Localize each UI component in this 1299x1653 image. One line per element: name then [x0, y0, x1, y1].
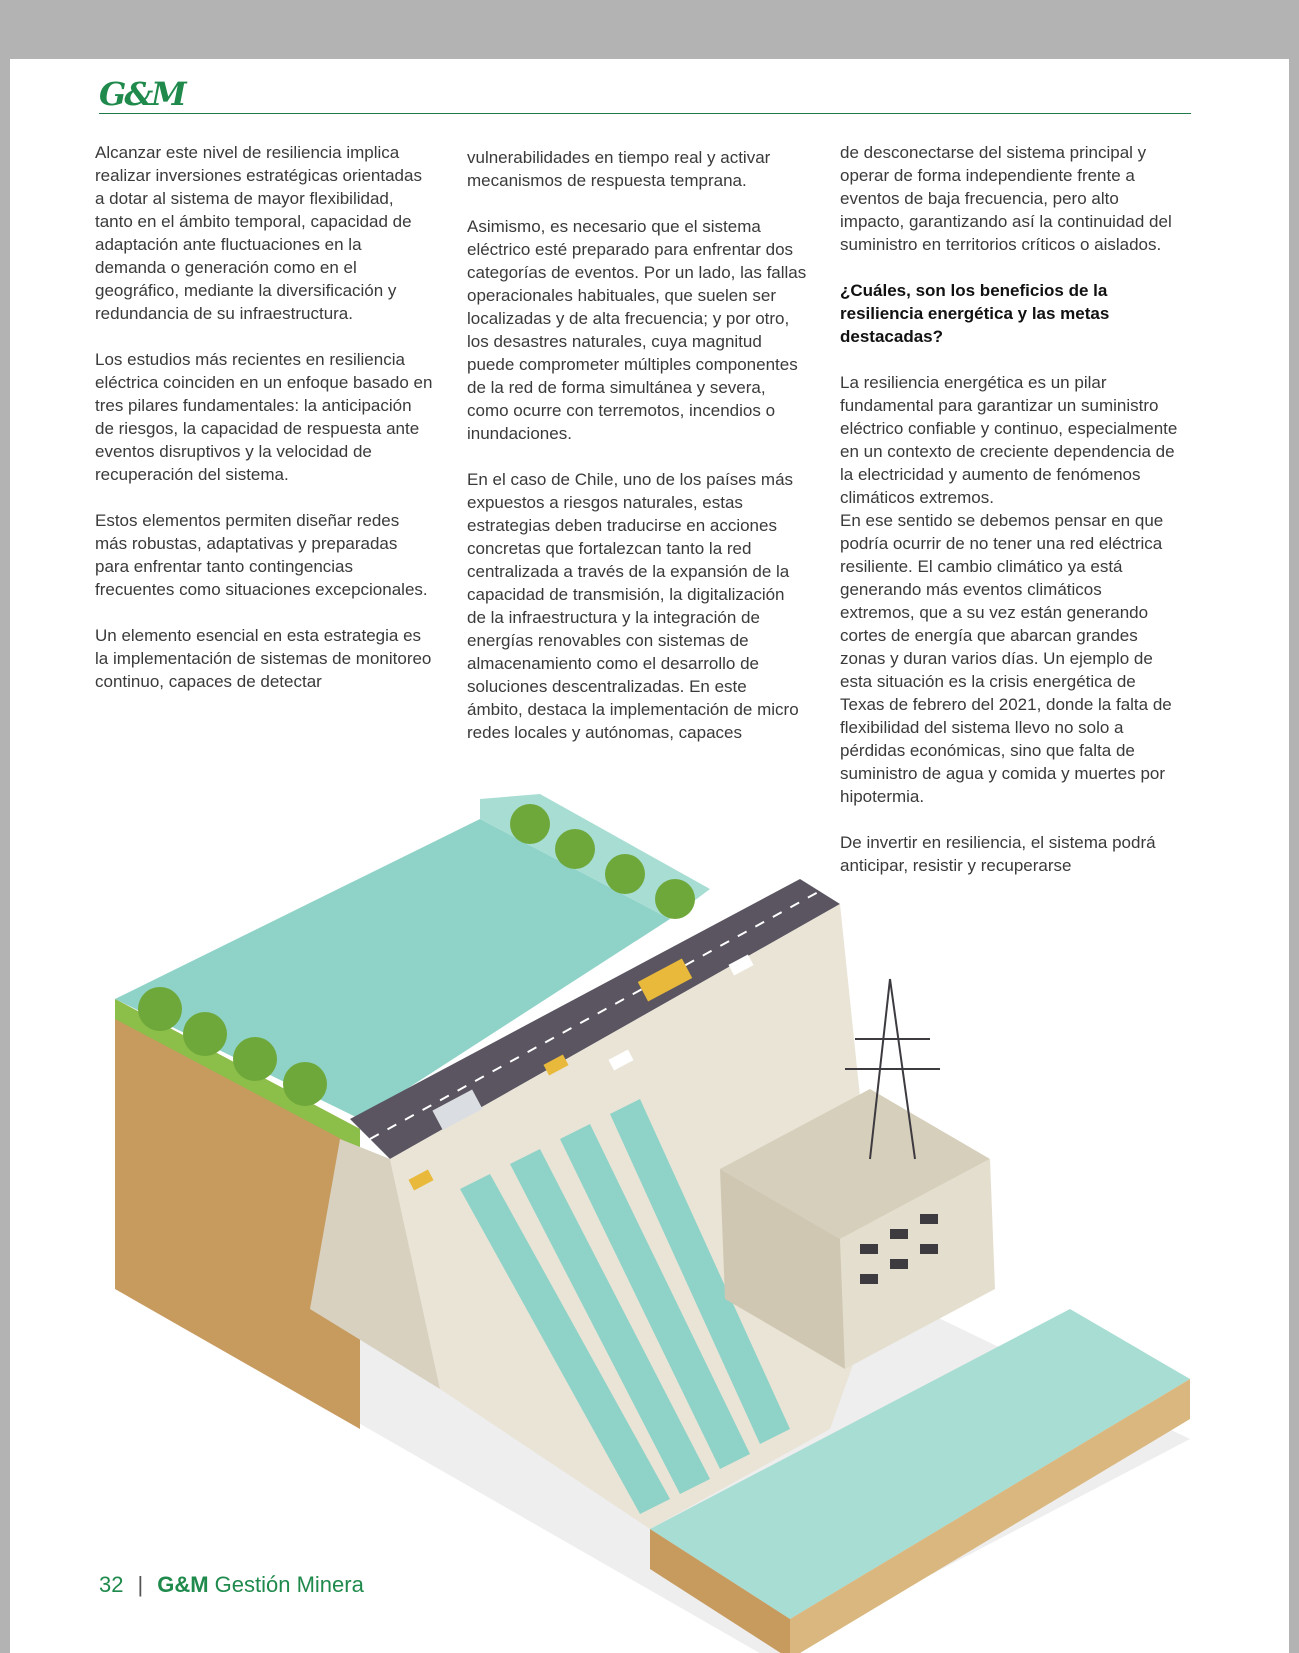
paragraph: Los estudios más recientes en resiliencia eléctrica coinciden en un enfoque basado en tres pilares fundamentales: la anticipación de riesgos, la capacidad de respuesta ante eventos disruptivos y la velocidad de recuperación del sistema.: [95, 350, 433, 484]
paragraph: Un elemento esencial en esta estrategia es la implementación de sistemas de monitoreo continuo, capaces de detectar: [95, 626, 432, 691]
paragraph: Alcanzar este nivel de resiliencia implica realizar inversiones estratégicas orientadas a dotar al sistema de mayor flexibilidad, tanto en el ámbito temporal, capacidad de adaptación ante fluctuaciones en la demanda o generación como en el geográfico, mediante la diversificación y redundancia de su infraestructura.: [95, 143, 422, 323]
paragraph: La resiliencia energética es un pilar fundamental para garantizar un suministro eléctrico confiable y continuo, especialmente en un contexto de creciente dependencia de la electricidad y aumento de fenómenos climáticos extremos.: [840, 373, 1178, 507]
paragraph: De invertir en resiliencia, el sistema podrá anticipar, resistir y recuperarse: [840, 833, 1156, 875]
footer-brand: G&M: [157, 1572, 209, 1597]
paragraph: Estos elementos permiten diseñar redes más robustas, adaptativas y preparadas para enfrentar tanto contingencias frecuentes como situaciones excepcionales.: [95, 511, 428, 599]
publication-name: Gestión Minera: [214, 1572, 364, 1597]
text-column-3: [840, 141, 1180, 900]
text-column-2: [467, 146, 807, 767]
text-column-1: [95, 141, 435, 716]
page-footer: [99, 1572, 364, 1598]
paragraph: Asimismo, es necesario que el sistema eléctrico esté preparado para enfrentar dos categorías de eventos. Por un lado, las fallas operacionales habituales, que suelen ser localizadas y de alta frecuencia; y por otro, los desastres naturales, cuya magnitud puede comprometer múltiples componentes de la red de forma simultánea y severa, como ocurre con terremotos, incendios o inundaciones.: [467, 217, 807, 443]
paragraph: En ese sentido se debemos pensar en que podría ocurrir de no tener una red eléctrica resiliente. El cambio climático ya está generando más eventos climáticos extremos, que a su vez están generando cortes de energía que abarcan grandes zonas y duran varios días. Un ejemplo de esta situación es la crisis energética de Texas de febrero del 2021, donde la falta de flexibilidad del sistema llevo no solo a pérdidas económicas, sino que falta de suministro de agua y comida y muertes por hipotermia.: [840, 511, 1172, 806]
section-heading: ¿Cuáles, son los beneficios de la resiliencia energética y las metas destacadas?: [840, 281, 1110, 346]
paragraph: vulnerabilidades en tiempo real y activar mecanismos de respuesta temprana.: [467, 148, 771, 190]
magazine-page: [10, 59, 1289, 1653]
page-number: 32: [99, 1572, 124, 1597]
paragraph: En el caso de Chile, uno de los países más expuestos a riesgos naturales, estas estrategias deben traducirse en acciones concretas que fortalezcan tanto la red centralizada a través de la expansión de la capacidad de transmisión, la digitalización de la infraestructura y la integración de energías renovables con sistemas de almacenamiento como el desarrollo de soluciones descentralizadas. En este ámbito, destaca la implementación de micro redes locales y autónomas, capaces: [467, 470, 799, 742]
footer-separator: |: [137, 1572, 144, 1597]
paragraph: de desconectarse del sistema principal y operar de forma independiente frente a eventos de baja frecuencia, pero alto impacto, garantizando así la continuidad del suministro en territorios críticos o aislados.: [840, 143, 1172, 254]
logo: G&M: [99, 75, 185, 113]
